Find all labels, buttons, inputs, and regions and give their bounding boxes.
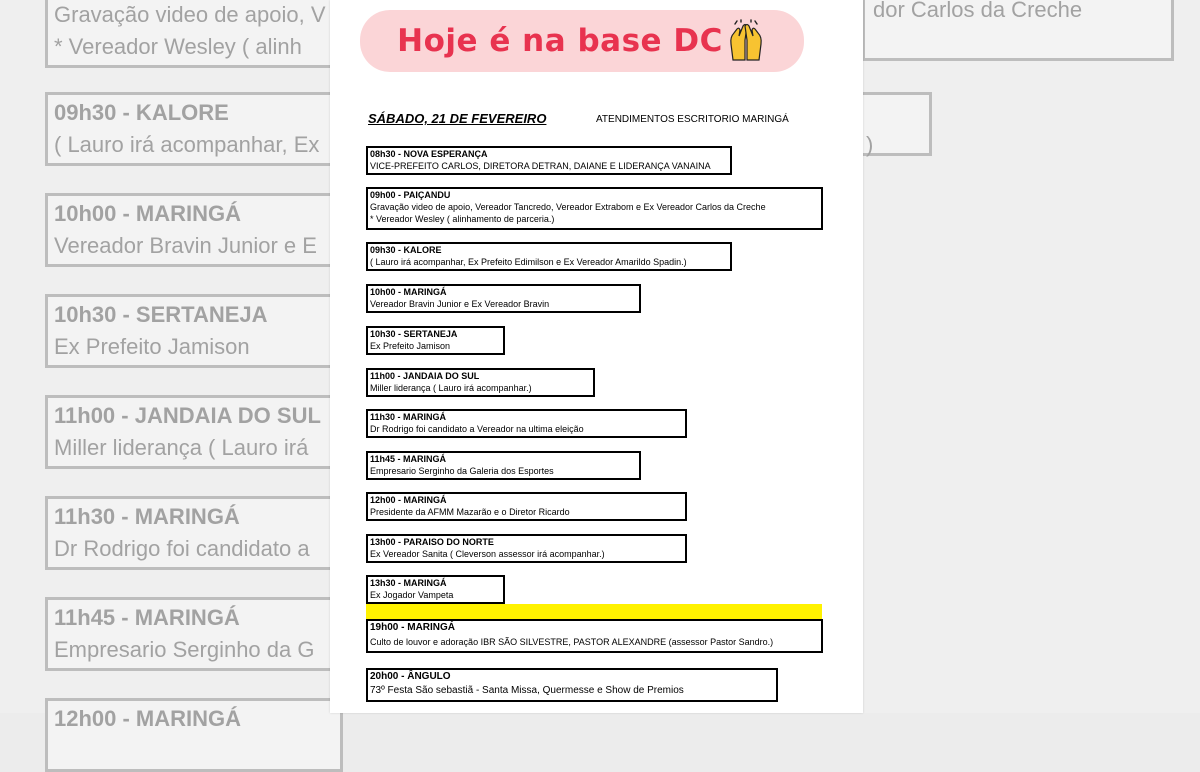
item-line: 73º Festa São sebastiã - Santa Missa, Quermesse e Show de Premios <box>370 685 684 696</box>
item-time: 13h00 - PARAISO DO NORTE <box>370 537 494 547</box>
schedule-item <box>366 409 687 438</box>
schedule-item <box>366 492 687 521</box>
bg-time: 10h30 - SERTANEJA <box>54 302 268 327</box>
item-time: 11h30 - MARINGÁ <box>370 412 447 422</box>
item-line: Dr Rodrigo foi candidato a Vereador na ultima eleição <box>370 424 584 434</box>
schedule-item <box>366 368 595 397</box>
banner <box>360 10 804 72</box>
item-time: 11h00 - JANDAIA DO SUL <box>370 371 480 381</box>
office-title: ATENDIMENTOS ESCRITORIO MARINGÁ <box>596 114 789 125</box>
schedule-item <box>366 326 505 355</box>
bg-box-top <box>45 0 343 68</box>
schedule-date: SÁBADO, 21 DE FEVEREIRO <box>368 111 547 126</box>
bg-line: Dr Rodrigo foi candidato a <box>54 536 310 561</box>
schedule-item <box>366 668 778 702</box>
item-line: Ex Jogador Vampeta <box>370 590 454 600</box>
bg-box <box>45 496 343 570</box>
item-time: 13h30 - MARINGÁ <box>370 578 447 588</box>
item-time: 20h00 - ÂNGULO <box>370 671 451 682</box>
bg-box <box>45 294 343 368</box>
bg-time: 09h30 - KALORE <box>54 100 229 125</box>
schedule-item <box>366 534 687 563</box>
item-line: Miller liderança ( Lauro irá acompanhar.) <box>370 383 532 393</box>
schedule-item <box>366 242 732 271</box>
banner-title: Hoje é na base DC <box>397 23 723 59</box>
bg-line: Ex Prefeito Jamison <box>54 334 250 359</box>
bg-box <box>45 597 343 671</box>
schedule-item <box>366 284 641 313</box>
item-time: 11h45 - MARINGÁ <box>370 454 447 464</box>
item-line: ( Lauro irá acompanhar, Ex Prefeito Edimilson e Ex Vereador Amarildo Spadin.) <box>370 257 687 267</box>
bg-time: 10h00 - MARINGÁ <box>54 201 242 226</box>
item-time: 12h00 - MARINGÁ <box>370 495 447 505</box>
bg-time: 11h30 - MARINGÁ <box>54 504 240 529</box>
item-line: VICE-PREFEITO CARLOS, DIRETORA DETRAN, DAIANE E LIDERANÇA VANAINA <box>370 161 711 171</box>
item-time: 10h30 - SERTANEJA <box>370 329 458 339</box>
schedule-item <box>366 619 823 653</box>
bg-box <box>45 395 343 469</box>
item-time: 19h00 - MARINGÁ <box>370 622 456 633</box>
schedule-item <box>366 451 641 480</box>
bg-time: 12h00 - MARINGÁ <box>54 706 242 731</box>
item-line: Culto de louvor e adoração IBR SÃO SILVESTRE, PASTOR ALEXANDRE (assessor Pastor Sandro.) <box>370 637 774 647</box>
item-line: * Vereador Wesley ( alinhamento de parceria.) <box>370 214 555 224</box>
bg-box <box>45 92 343 166</box>
bg-line: Miller liderança ( Lauro irá <box>54 435 309 460</box>
bg-box <box>45 698 343 772</box>
bg-box-right <box>862 92 932 156</box>
bg-line: ) <box>866 132 874 157</box>
bg-line: dor Carlos da Creche <box>873 0 1083 22</box>
bg-line: Gravação video de apoio, V <box>54 2 326 27</box>
item-time: 10h00 - MARINGÁ <box>370 287 447 297</box>
bg-time: 11h00 - JANDAIA DO SUL <box>54 403 321 428</box>
item-line: Gravação video de apoio, Vereador Tancredo, Vereador Extrabom e Ex Vereador Carlos da Creche <box>370 202 766 212</box>
item-line: Ex Vereador Sanita ( Cleverson assessor irá acompanhar.) <box>370 549 605 559</box>
bg-box-top-right <box>862 0 1174 61</box>
bg-line: ( Lauro irá acompanhar, Ex <box>54 132 320 157</box>
schedule-item <box>366 187 823 230</box>
item-line: Ex Prefeito Jamison <box>370 341 451 351</box>
schedule-document <box>330 0 863 713</box>
item-line: Presidente da AFMM Mazarão e o Diretor Ricardo <box>370 507 570 517</box>
item-time: 09h00 - PAIÇANDU <box>370 190 451 200</box>
schedule-item <box>366 575 505 604</box>
item-line: Empresario Serginho da Galeria dos Esportes <box>370 466 554 476</box>
bg-line: Empresario Serginho da G <box>54 637 315 662</box>
item-time: 08h30 - NOVA ESPERANÇA <box>370 149 488 159</box>
yellow-highlight-bar <box>366 604 822 619</box>
raising-hands-icon <box>725 20 767 62</box>
bg-box <box>45 193 343 267</box>
bg-time: 11h45 - MARINGÁ <box>54 605 240 630</box>
item-time: 09h30 - KALORE <box>370 245 442 255</box>
bg-line: Vereador Bravin Junior e E <box>54 233 317 258</box>
item-line: Vereador Bravin Junior e Ex Vereador Bravin <box>370 299 550 309</box>
bg-line: * Vereador Wesley ( alinh <box>54 34 302 59</box>
schedule-item <box>366 146 732 175</box>
